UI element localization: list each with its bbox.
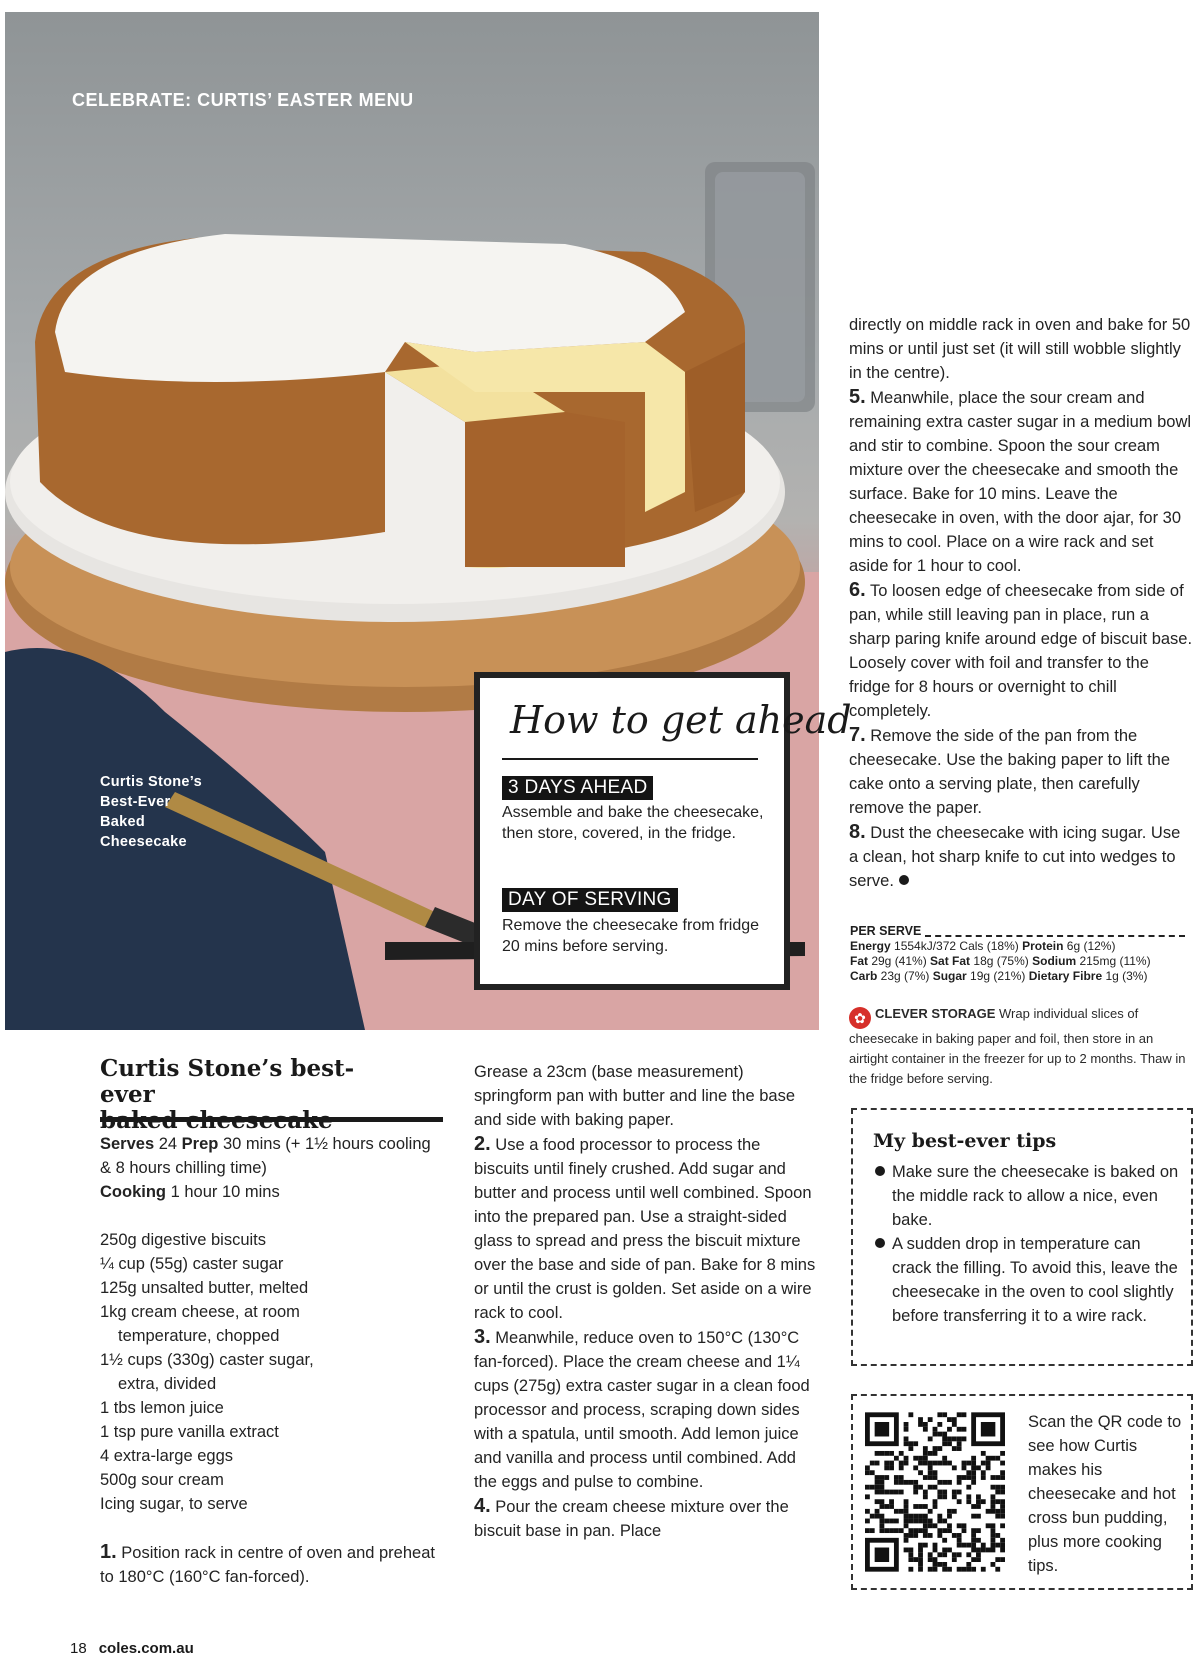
- nutrition-line: [850, 969, 1185, 984]
- ahead-divider: [502, 758, 758, 760]
- nutrient-value: 19g (21%): [966, 969, 1029, 983]
- caption-line: Best-Ever: [100, 794, 171, 810]
- caption-line: Cheesecake: [100, 834, 187, 850]
- ingredient-list: [100, 1228, 435, 1516]
- tips-list: [871, 1160, 1181, 1328]
- step-text: Dust the cheesecake with icing sugar. Use a clean, hot sharp knife to cut into wedges to serve.: [849, 824, 1181, 890]
- nutrition-line: [850, 954, 1185, 969]
- page-footer: [70, 1640, 194, 1657]
- nutrient-label: Sodium: [1032, 954, 1077, 968]
- nutrient-value: 29g (41%): [868, 954, 931, 968]
- right-column: [849, 313, 1194, 893]
- method-step-3: [474, 1325, 819, 1494]
- ingredient: 125g unsalted butter, melted: [100, 1279, 309, 1297]
- step-number: 4.: [474, 1495, 491, 1517]
- tip-item: [871, 1160, 1181, 1232]
- recipe-title-line: Curtis Stone’s best-ever: [100, 1055, 355, 1108]
- title-divider: [100, 1117, 443, 1122]
- tip-item: [871, 1232, 1181, 1328]
- recipe-title: [100, 1056, 400, 1134]
- cooking-value: 1 hour 10 mins: [166, 1183, 280, 1201]
- nutrient-label: Protein: [1022, 939, 1064, 953]
- step-number: 6.: [849, 579, 866, 601]
- end-mark-icon: [899, 875, 909, 885]
- caption-line: Curtis Stone’s: [100, 774, 202, 790]
- serves-value: 24: [154, 1135, 182, 1153]
- ingredient: temperature, chopped: [118, 1327, 280, 1345]
- qr-text: Scan the QR code to see how Curtis makes his cheesecake and hot cross bun pudding, plus more cooking tips.: [1028, 1413, 1182, 1575]
- step-number: 2.: [474, 1133, 491, 1155]
- tip-text: Make sure the cheesecake is baked on the middle rack to allow a nice, even bake.: [892, 1163, 1179, 1229]
- step-text: Remove the side of the pan from the cheesecake. Use the baking paper to lift the cake onto a serving plate, then carefully remove the paper.: [849, 727, 1171, 817]
- method-step-4-cont: directly on middle rack in oven and bake for 50 mins or until just set (it will still wobble slightly in the centre).: [849, 316, 1191, 382]
- method-step-8: [849, 820, 1194, 893]
- step-number: 1.: [100, 1541, 117, 1563]
- ahead-text-day-of-serving: Remove the cheesecake from fridge 20 mins before serving.: [502, 917, 760, 955]
- nutrient-value: 23g (7%): [877, 969, 933, 983]
- nutrition-line: [850, 939, 1185, 954]
- bullet-icon: [875, 1166, 885, 1176]
- ingredient: 1kg cream cheese, at room: [100, 1303, 300, 1321]
- ingredient: 500g sour cream: [100, 1471, 224, 1489]
- section-kicker: CELEBRATE: CURTIS’ EASTER MENU: [72, 90, 414, 110]
- ingredient: Icing sugar, to serve: [100, 1495, 248, 1513]
- method-step-6: [849, 578, 1194, 723]
- method-step-4: [474, 1494, 819, 1543]
- qr-code-icon[interactable]: [865, 1412, 1005, 1572]
- bullet-icon: [875, 1238, 885, 1248]
- step-text: Pour the cream cheese mixture over the biscuit base in pan. Place: [474, 1498, 789, 1540]
- prep-label: Prep: [181, 1135, 219, 1153]
- nutrient-value: 1554kJ/372 Cals (18%): [890, 939, 1023, 953]
- photo-caption: [100, 772, 240, 852]
- storage-text: Wrap individual slices of cheesecake in baking paper and foil, then store in an airtight container in the freezer for up to 2 months. Thaw in the fridge before serving.: [849, 1006, 1186, 1086]
- nutrient-value: 6g (12%): [1063, 939, 1116, 953]
- middle-column: [474, 1060, 819, 1543]
- tips-title: My best-ever tips: [873, 1130, 1057, 1152]
- step-text: To loosen edge of cheesecake from side of pan, while still leaving pan in place, run a sharp paring knife around edge of biscuit base. Loosely cover with foil and transfer to the fridge for 8 hours or overnight to chill completely.: [849, 582, 1193, 720]
- step-text: Position rack in centre of oven and preheat to 180°C (160°C fan-forced).: [100, 1544, 435, 1586]
- method-step-7: [849, 723, 1194, 820]
- nutrition-heading: PER SERVE: [850, 924, 922, 938]
- cooking-label: Cooking: [100, 1183, 166, 1201]
- storage-leaf-icon: ✿: [849, 1007, 871, 1029]
- step-number: 7.: [849, 724, 866, 746]
- ahead-tag-3-days: 3 DAYS AHEAD: [502, 776, 653, 800]
- nutrient-value: 18g (75%): [970, 954, 1033, 968]
- step-text: Use a food processor to process the biscuits until finely crushed. Add sugar and butter and process until well combined. Spoon into the prepared pan. Use a straight-sided glass to spread and press the biscuit mixture over the base and side of pan. Bake for 8 mins or until the crust is golden. Set aside on a wire rack to cool.: [474, 1136, 816, 1322]
- ingredient: 4 extra-large eggs: [100, 1447, 233, 1465]
- nutrient-label: Carb: [850, 969, 878, 983]
- ingredient: 250g digestive biscuits: [100, 1231, 267, 1249]
- ahead-text-3-days: Assemble and bake the cheesecake, then store, covered, in the fridge.: [502, 804, 764, 842]
- step-number: 3.: [474, 1326, 491, 1348]
- ahead-tag-day-of-serving: DAY OF SERVING: [502, 888, 678, 912]
- recipe-meta: [100, 1132, 435, 1204]
- left-column: [100, 1132, 435, 1589]
- ahead-title: How to get ahead: [510, 698, 852, 742]
- method-step-2: [474, 1132, 819, 1325]
- nutrition-heading-row: [850, 924, 1185, 939]
- qr-code-box: [851, 1394, 1193, 1590]
- step-text: Meanwhile, place the sour cream and remaining extra caster sugar in a medium bowl and stir to combine. Spoon the sour cream mixture over the cheesecake and smooth the surface. Bake for 10 mins. Leave the cheesecake in oven, with the door ajar, for 30 mins to cool. Place on a wire rack and set aside for 1 hour to cool.: [849, 389, 1192, 575]
- best-ever-tips-box: [851, 1108, 1193, 1366]
- how-to-get-ahead-box: [474, 672, 852, 990]
- method-step-5: [849, 385, 1194, 578]
- method-step-1-cont: Grease a 23cm (base measurement) springform pan with butter and line the base and side with baking paper.: [474, 1063, 796, 1129]
- site-link[interactable]: coles.com.au: [98, 1640, 194, 1657]
- method-step-1: [100, 1540, 435, 1589]
- step-text: Meanwhile, reduce oven to 150°C (130°C fan-forced). Place the cream cheese and 1¼ cups (275g) extra caster sugar in a clean food processor and process, scraping down sides with a spatula, until smooth. Add lemon juice and vanilla and process until combined. Add the eggs and pulse to combine.: [474, 1329, 810, 1491]
- nutrient-label: Fat: [850, 954, 868, 968]
- ingredient: 1 tbs lemon juice: [100, 1399, 224, 1417]
- ingredient: ¼ cup (55g) caster sugar: [100, 1255, 284, 1273]
- nutrition-panel: [850, 924, 1185, 984]
- step-number: 8.: [849, 821, 866, 843]
- nutrient-value: 1g (3%): [1102, 969, 1148, 983]
- storage-label: CLEVER STORAGE: [875, 1006, 996, 1021]
- tip-text: A sudden drop in temperature can crack the filling. To avoid this, leave the cheesecake in the oven to cool slightly before transferring it to a wire rack.: [892, 1235, 1178, 1325]
- nutrient-label: Sugar: [932, 969, 967, 983]
- nutrient-label: Energy: [850, 939, 891, 953]
- caption-line: Baked: [100, 814, 146, 830]
- step-number: 5.: [849, 386, 866, 408]
- ingredient: 1 tsp pure vanilla extract: [100, 1423, 279, 1441]
- serves-label: Serves: [100, 1135, 155, 1153]
- page-number: 18: [70, 1640, 87, 1657]
- prep-value: 30 mins (+ 1½ hours cooling & 8 hours chilling time): [100, 1135, 431, 1177]
- nutrient-value: 215mg (11%): [1076, 954, 1151, 968]
- ingredient: 1½ cups (330g) caster sugar,: [100, 1351, 314, 1369]
- clever-storage-note: [849, 1004, 1191, 1089]
- nutrition-dash-rule: [925, 927, 1185, 937]
- ingredient: extra, divided: [118, 1375, 217, 1393]
- nutrient-label: Dietary Fibre: [1028, 969, 1103, 983]
- nutrient-label: Sat Fat: [930, 954, 971, 968]
